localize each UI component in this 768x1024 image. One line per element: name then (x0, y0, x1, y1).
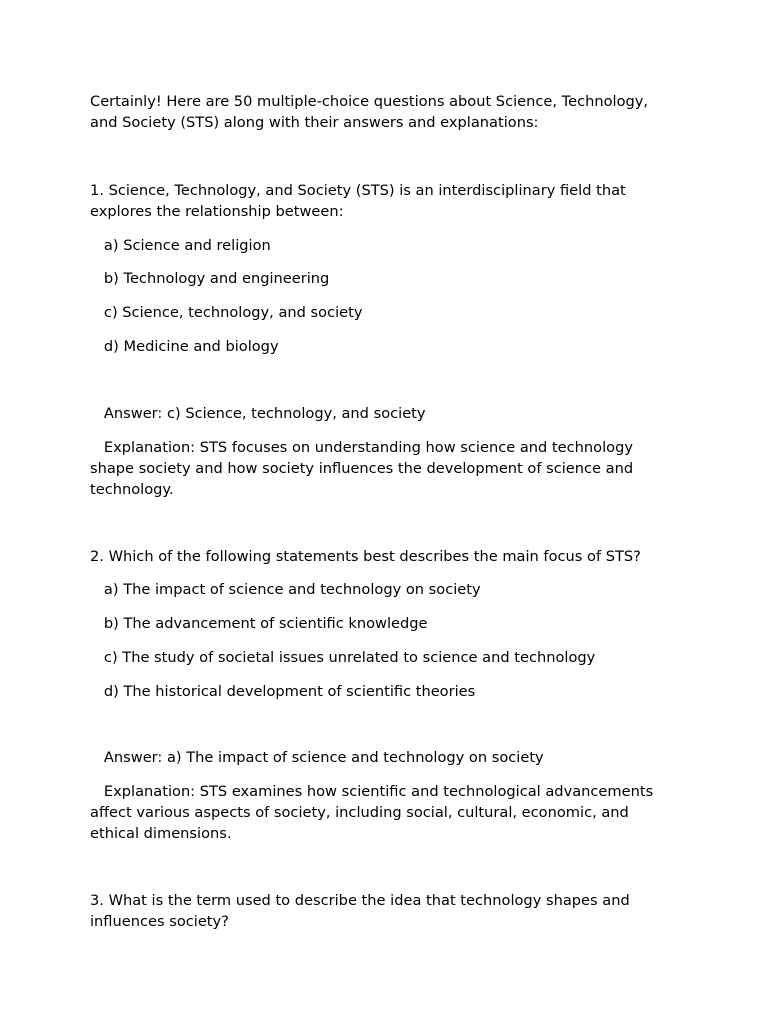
q2-option-c: c) The study of societal issues unrelated to science and technology (90, 649, 596, 666)
q1-answer: Answer: c) Science, technology, and society (90, 405, 426, 422)
q2-option-b: b) The advancement of scientific knowledge (90, 615, 428, 632)
q2-option-a: a) The impact of science and technology on society (90, 581, 481, 598)
q1-option-a: a) Science and religion (90, 237, 271, 254)
q2-answer: Answer: a) The impact of science and technology on society (90, 749, 544, 766)
question-1: 1. Science, Technology, and Society (STS) is an interdisciplinary field that explores the relationship between: (90, 182, 631, 220)
q1-option-d: d) Medicine and biology (90, 338, 279, 355)
q1-option-b: b) Technology and engineering (90, 270, 330, 287)
intro-paragraph: Certainly! Here are 50 multiple-choice questions about Science, Technology, and Society (STS) along with their answers and explanations: (90, 93, 653, 131)
q1-explanation: Explanation: STS focuses on understanding how science and technology shape society and how society influences the development of science and technology. (90, 439, 638, 498)
q1-option-c: c) Science, technology, and society (90, 304, 363, 321)
q2-explanation: Explanation: STS examines how scientific and technological advancements affect various aspects of society, including social, cultural, economic, and ethical dimensions. (90, 783, 658, 842)
question-3: 3. What is the term used to describe the idea that technology shapes and influences society? (90, 892, 635, 930)
q2-option-d: d) The historical development of scientific theories (90, 683, 476, 700)
question-2: 2. Which of the following statements best describes the main focus of STS? (90, 548, 641, 565)
